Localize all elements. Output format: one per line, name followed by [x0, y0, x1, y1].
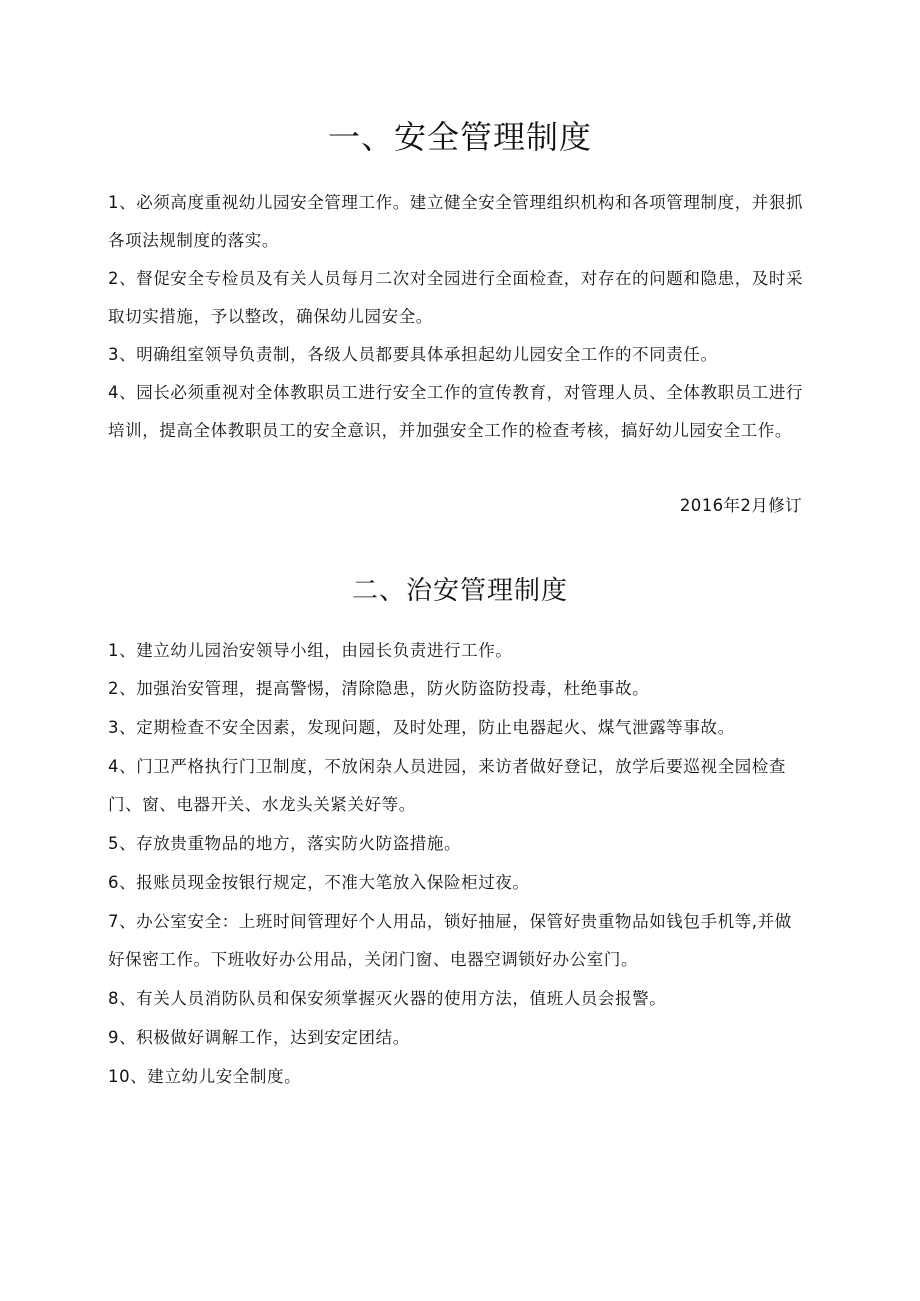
order-item-9: 9、积极做好调解工作，达到安定团结。 — [108, 1028, 410, 1047]
order-item-7: 7、办公室安全：上班时间管理好个人用品，锁好抽屉，保管好贵重物品如钱包手机等,并做好保密工作。下班收好办公用品，关闭门窗、电器空调锁好办公室门。 — [108, 912, 792, 969]
order-item-5: 5、存放贵重物品的地方，落实防火防盗措施。 — [108, 834, 462, 853]
order-item-1: 1、建立幼儿园治安领导小组，由园长负责进行工作。 — [108, 641, 513, 660]
order-item-8: 8、有关人员消防队员和保安须掌握灭火器的使用方法，值班人员会报警。 — [108, 989, 667, 1008]
order-item-3: 3、定期检查不安全因素，发现问题，及时处理，防止电器起火、煤气泄露等事故。 — [108, 718, 735, 737]
order-item-2: 2、加强治安管理，提高警惕，清除隐患，防火防盗防投毒，杜绝事故。 — [108, 679, 650, 698]
order-item-6: 6、报账员现金按银行规定，不准大笔放入保险柜过夜。 — [108, 873, 530, 892]
safety-item-1: 1、必须高度重视幼儿园安全管理工作。建立健全安全管理组织机构和各项管理制度，并狠抓各项法规制度的落实。 — [108, 193, 804, 250]
safety-item-3: 3、明确组室领导负责制，各级人员都要具体承担起幼儿园安全工作的不同责任。 — [108, 345, 718, 364]
order-item-10: 10、建立幼儿安全制度。 — [108, 1067, 302, 1086]
section-title-safety: 一、安全管理制度 — [327, 118, 592, 156]
order-item-4: 4、门卫严格执行门卫制度，不放闲杂人员进园，来访者做好登记，放学后要巡视全园检查门、窗、电器开关、水龙头关紧关好等。 — [108, 757, 786, 814]
safety-item-4: 4、园长必须重视对全体教职员工进行安全工作的宣传教育，对管理人员、全体教职员工进行培训，提高全体教职员工的安全意识，并加强安全工作的检查考核，搞好幼儿园安全工作。 — [108, 383, 804, 440]
safety-item-2: 2、督促安全专检员及有关人员每月二次对全园进行全面检查，对存在的问题和隐患，及时采取切实措施，予以整改，确保幼儿园安全。 — [108, 269, 804, 326]
section-title-public-order: 二、治安管理制度 — [351, 576, 568, 606]
revision-date: 2016年2月修订 — [679, 496, 802, 515]
